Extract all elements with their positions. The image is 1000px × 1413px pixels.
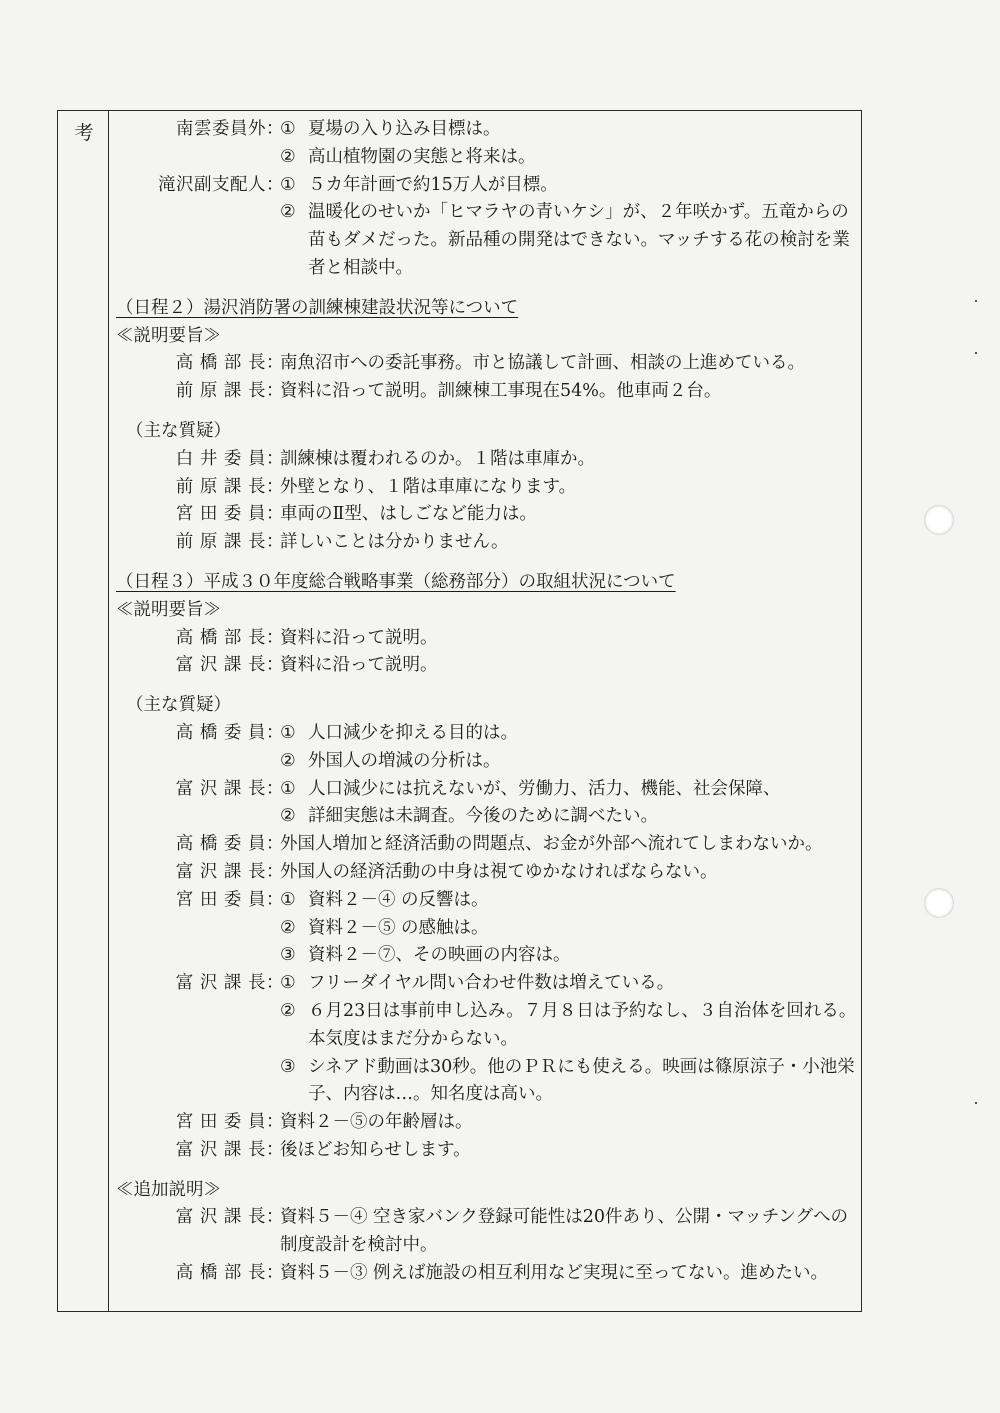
item-text: 資料２－⑦、その映画の内容は。 <box>308 945 571 966</box>
item-number: ② <box>280 806 296 827</box>
statement: 車両のⅡ型、はしごなど能力は。 <box>280 504 537 525</box>
punch-hole <box>924 888 954 918</box>
speaker-row: 富 沢 課 長 ： ① 人口減少には抗えないが、労働力、活力、機能、社会保障、 ② 詳細実態は未調査。今後のために調べたい。 <box>116 776 860 832</box>
statement: 南魚沼市への委託事務。市と協議して計画、相談の上進めている。 <box>280 353 805 374</box>
item-text: ５カ年計画で約15万人が目標。 <box>308 174 558 195</box>
item-number: ① <box>280 778 296 799</box>
speaker-name: 高 橋 部 長 <box>175 1263 266 1284</box>
speaker-row: 高 橋 委 員 ： ① 人口減少を抑える目的は。 ② 外国人の増減の分析は。 <box>116 720 860 776</box>
statement: 資料に沿って説明。訓練棟工事現在54%。他車両２台。 <box>280 381 722 402</box>
explain-title: ≪説明要旨≫ <box>116 599 221 620</box>
speaker-name: 高 橋 委 員 <box>175 834 266 855</box>
item-number: ① <box>280 722 296 743</box>
item-text: 資料２－④ の反響は。 <box>308 889 489 910</box>
speaker-row: 高 橋 部 長 ： 資料に沿って説明。 <box>116 625 860 653</box>
qa-title: （主な質疑） <box>126 695 231 716</box>
column-divider <box>108 110 109 1312</box>
speaker-row: 前 原 課 長 ： 資料に沿って説明。訓練棟工事現在54%。他車両２台。 <box>116 378 860 406</box>
statement: 外国人の経済活動の中身は視てゆかなければならない。 <box>280 861 718 882</box>
speaker-name: 高 橋 部 長 <box>175 353 266 374</box>
statement: 資料５－③ 例えば施設の相互利用など実現に至ってない。進めたい。 <box>280 1263 829 1284</box>
side-label: 考 <box>74 122 94 144</box>
speaker-name: 前 原 課 長 <box>175 532 266 553</box>
statement: 外国人増加と経済活動の問題点、お金が外部へ流れてしまわないか。 <box>280 834 823 855</box>
edge-mark <box>975 300 977 302</box>
speaker-name: 高 橋 部 長 <box>175 627 266 648</box>
minutes-content <box>116 116 860 1288</box>
speaker-row: 富 沢 課 長 ： 資料５－④ 空き家バンク登録可能性は20件あり、公開・マッチングへの制度設計を検討中。 <box>116 1204 860 1260</box>
speaker-row: 南雲委員外 ： ① 夏場の入り込み目標は。 ② 高山植物園の実態と将来は。 <box>116 116 860 172</box>
item-text: 温暖化のせいか「ヒマラヤの青いケシ」が、２年咲かず。五竜からの苗もダメだった。新品種の開発はできない。マッチする花の検討を業者と相談中。 <box>308 202 850 278</box>
statement: 資料に沿って説明。 <box>280 627 438 648</box>
speaker-name: 前 原 課 長 <box>175 381 266 402</box>
item-text: 夏場の入り込み目標は。 <box>308 119 501 139</box>
speaker-name: 南雲委員外 <box>176 119 266 139</box>
item-number: ① <box>280 174 296 195</box>
item-number: ① <box>280 889 296 910</box>
speaker-name: 滝沢副支配人 <box>158 174 266 195</box>
statement: 詳しいことは分かりません。 <box>280 532 509 553</box>
statement: 後ほどお知らせします。 <box>280 1139 471 1160</box>
speaker-name: 宮 田 委 員 <box>175 889 266 910</box>
speaker-row: 宮 田 委 員 ： ① 資料２－④ の反響は。 ② 資料２－⑤ の感触は。 ③ 資料２－⑦、その映画の内容は。 <box>116 887 860 970</box>
speaker-row: 富 沢 課 長 ： 後ほどお知らせします。 <box>116 1137 860 1165</box>
extra-title: ≪追加説明≫ <box>116 1179 221 1200</box>
speaker-name: 富 沢 課 長 <box>175 1207 266 1228</box>
item-text: 詳細実態は未調査。今後のために調べたい。 <box>308 806 658 827</box>
explain-title: ≪説明要旨≫ <box>116 325 221 346</box>
speaker-row: 高 橋 部 長 ： 資料５－③ 例えば施設の相互利用など実現に至ってない。進めたい。 <box>116 1260 860 1288</box>
qa-title: （主な質疑） <box>126 420 231 441</box>
item-number: ② <box>280 202 296 223</box>
item-text: 外国人の増減の分析は。 <box>308 750 501 771</box>
statement: 資料５－④ 空き家バンク登録可能性は20件あり、公開・マッチングへの制度設計を検討中。 <box>280 1207 849 1256</box>
speaker-name: 富 沢 課 長 <box>175 655 266 676</box>
speaker-row: 宮 田 委 員 ： 車両のⅡ型、はしごなど能力は。 <box>116 501 860 529</box>
item-number: ① <box>280 119 296 139</box>
speaker-name: 高 橋 委 員 <box>175 722 266 743</box>
item-number: ② <box>280 750 296 771</box>
item-text: フリーダイヤル問い合わせ件数は増えている。 <box>308 973 675 994</box>
speaker-name: 富 沢 課 長 <box>175 1139 266 1160</box>
statement: 訓練棟は覆われるのか。１階は車庫か。 <box>280 448 595 469</box>
item-number: ② <box>280 146 296 167</box>
item-text: シネアド動画は30秒。他のＰＲにも使える。映画は篠原涼子・小池栄子、内容は…。知名度は高い。 <box>308 1056 855 1105</box>
speaker-row: 富 沢 課 長 ： ① フリーダイヤル問い合わせ件数は増えている。 ② ６月23日は事前申し込み。７月８日は予約なし、３自治体を回れる。本気度はまだ分からない。 ③ シネアド動画は30秒。他のＰＲにも使える。映画は篠原涼子・小池栄子、内容は…。知名度は高い。 <box>116 970 860 1109</box>
item-text: 人口減少には抗えないが、労働力、活力、機能、社会保障、 <box>308 778 781 799</box>
item-text: 資料２－⑤ の感触は。 <box>308 917 489 938</box>
speaker-name: 富 沢 課 長 <box>175 861 266 882</box>
speaker-row: 高 橋 委 員 ： 外国人増加と経済活動の問題点、お金が外部へ流れてしまわないか。 <box>116 831 860 859</box>
punch-hole <box>924 505 954 535</box>
item-number: ③ <box>280 1056 296 1077</box>
statement: 資料に沿って説明。 <box>280 655 438 676</box>
speaker-name: 富 沢 課 長 <box>175 973 266 994</box>
speaker-row: 富 沢 課 長 ： 資料に沿って説明。 <box>116 652 860 680</box>
speaker-row: 前 原 課 長 ： 詳しいことは分かりません。 <box>116 529 860 557</box>
speaker-row: 宮 田 委 員 ： 資料２－⑤の年齢層は。 <box>116 1109 860 1137</box>
item-number: ② <box>280 1000 296 1021</box>
statement: 外壁となり、１階は車庫になります。 <box>280 476 577 497</box>
item-number: ③ <box>280 945 296 966</box>
speaker-name: 白 井 委 員 <box>175 448 266 469</box>
speaker-name: 富 沢 課 長 <box>175 778 266 799</box>
edge-mark <box>975 1102 977 1104</box>
speaker-name: 前 原 課 長 <box>175 476 266 497</box>
agenda-heading: （日程２）湯沢消防署の訓練棟建設状況等について <box>116 297 519 318</box>
speaker-row: 白 井 委 員 ： 訓練棟は覆われるのか。１階は車庫か。 <box>116 446 860 474</box>
item-number: ② <box>280 917 296 938</box>
item-text: 人口減少を抑える目的は。 <box>308 722 518 743</box>
speaker-name: 宮 田 委 員 <box>175 504 266 525</box>
edge-mark <box>975 352 977 354</box>
item-number: ① <box>280 973 296 994</box>
speaker-name: 宮 田 委 員 <box>175 1112 266 1133</box>
item-text: 高山植物園の実態と将来は。 <box>308 146 536 167</box>
speaker-row: 富 沢 課 長 ： 外国人の経済活動の中身は視てゆかなければならない。 <box>116 859 860 887</box>
agenda-heading: （日程３）平成３０年度総合戦略事業（総務部分）の取組状況について <box>116 571 676 592</box>
item-text: ６月23日は事前申し込み。７月８日は予約なし、３自治体を回れる。本気度はまだ分からない。 <box>308 1000 857 1049</box>
speaker-row: 滝沢副支配人 ： ① ５カ年計画で約15万人が目標。 ② 温暖化のせいか「ヒマラヤの青いケシ」が、２年咲かず。五竜からの苗もダメだった。新品種の開発はできない。マッチする花の検討を業者と相談中。 <box>116 172 860 283</box>
speaker-row: 高 橋 部 長 ： 南魚沼市への委託事務。市と協議して計画、相談の上進めている。 <box>116 350 860 378</box>
statement: 資料２－⑤の年齢層は。 <box>280 1112 473 1133</box>
speaker-row: 前 原 課 長 ： 外壁となり、１階は車庫になります。 <box>116 474 860 502</box>
